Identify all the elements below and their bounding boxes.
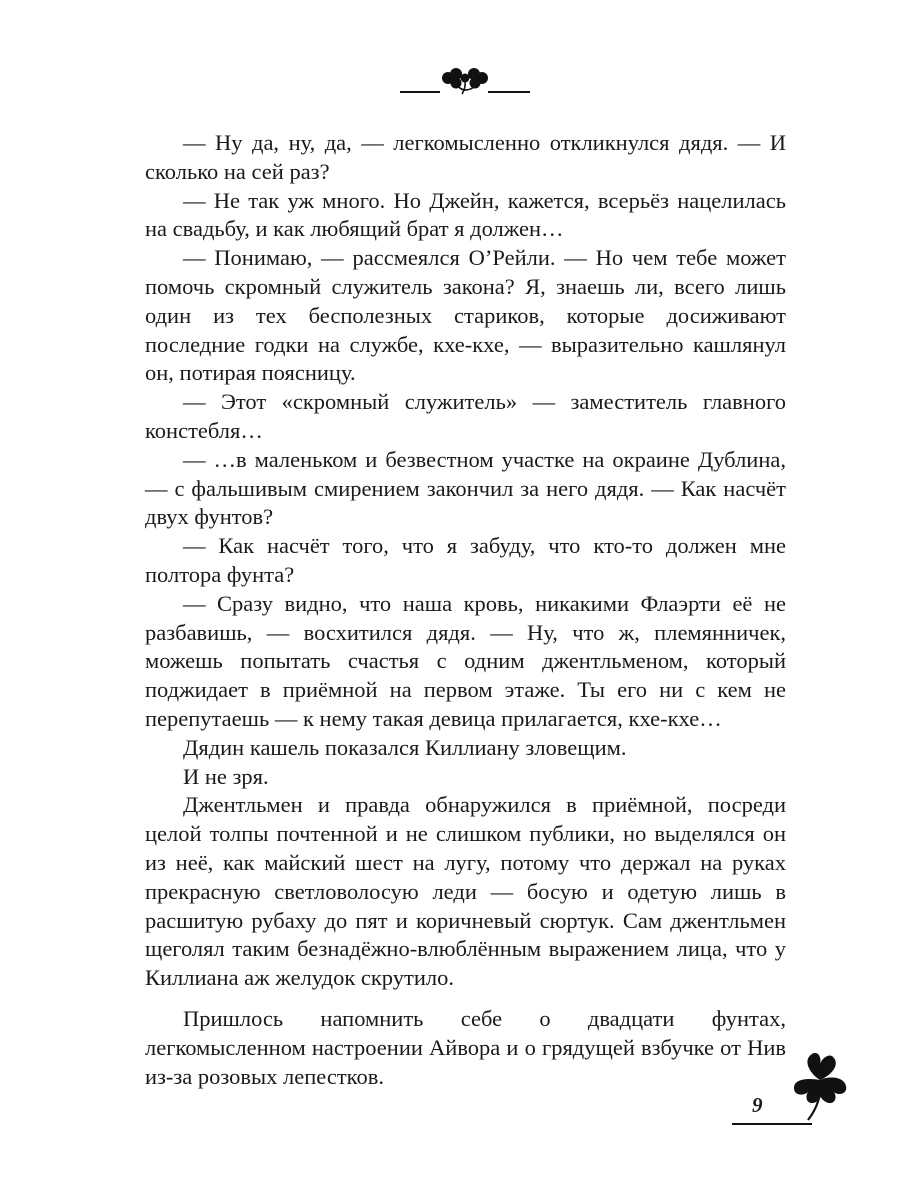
paragraph: Джентльмен и правда обнаружился в приёмной, посреди целой толпы почтенной и не слишком публики, но выделялся он из неё, как майский шест на лугу, потому что держал на руках прекрасную светловолосую леди — босую и одетую лишь в расшитую рубаху до пят и коричневый сюртук. Сам джентльмен щеголял таким безнадёжно-влюблённым выражением лица, что у Киллиана аж желудок скрутило. <box>145 792 786 991</box>
paragraph: И не зря. <box>183 763 269 789</box>
paragraph: — Не так уж много. Но Джейн, кажется, всерьёз нацелилась на свадьбу, и как любящий брат я должен… <box>145 187 786 242</box>
paragraph: — Понимаю, — рассмеялся О’Рейли. — Но чем тебе может помочь скромный служитель закона? Я, знаешь ли, всего лишь один из тех бесполезных стариков, которые досиживают последние годки на службе, кхе-кхе, — выразительно кашлянул он, потирая поясницу. <box>145 245 786 386</box>
paragraph: — Этот «скромный служитель» — заместитель главного констебля… <box>145 389 786 443</box>
body-text <box>145 129 786 1091</box>
ornament-rule-right <box>488 91 530 93</box>
clover-icon <box>788 1050 852 1126</box>
paragraph: — …в маленьком и безвестном участке на окраине Дублина, — с фальшивым смирением закончил за него дядя. — Как насчёт двух фунтов? <box>145 446 786 530</box>
page-folio <box>732 1050 862 1130</box>
paragraph: — Сразу видно, что наша кровь, никакими Флаэрти её не разбавишь, — восхитился дядя. — Ну, что ж, племянничек, можешь попытать счастья с одним джентльменом, который поджидает в приёмной на первом этаже. Ты его ни с кем не перепутаешь — к нему такая девица прилагается, кхе-кхе… <box>145 590 786 731</box>
paragraph: Пришлось напомнить себе о двадцати фунтах, легкомысленном настроении Айвора и о грядущей взбучке от Нив из-за розовых лепестков. <box>145 1005 786 1089</box>
ornament-rule-left <box>400 91 440 93</box>
page-number: 9 <box>752 1093 763 1117</box>
clover-divider-icon <box>436 64 494 100</box>
chapter-ornament <box>400 64 530 100</box>
paragraph: — Ну да, ну, да, — легкомысленно откликнулся дядя. — И сколько на сей раз? <box>145 130 786 184</box>
paragraph: Дядин кашель показался Киллиану зловещим. <box>183 734 627 760</box>
paragraph: — Как насчёт того, что я забуду, что кто-то должен мне полтора фунта? <box>145 533 786 587</box>
folio-rule <box>732 1123 812 1125</box>
